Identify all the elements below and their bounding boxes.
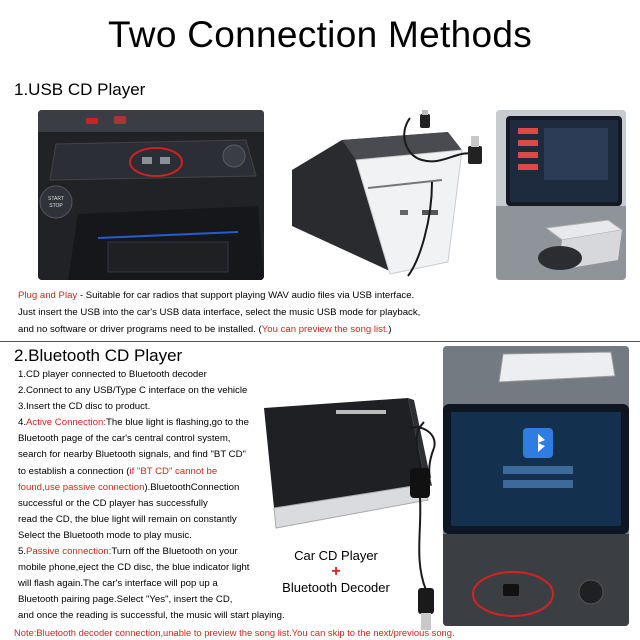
plus-symbol: +	[331, 563, 341, 580]
bt-line: mobile phone,eject the CD disc, the blue indicator light	[18, 562, 250, 574]
bluetooth-decoder-photo	[404, 420, 444, 632]
section-divider	[0, 341, 640, 342]
car-console-illustration	[38, 110, 264, 280]
car-interior-photo	[443, 346, 629, 626]
bt-line: to establish a connection (if "BT CD" cannot be	[18, 465, 218, 477]
bluetooth-steps	[18, 367, 285, 625]
car-console-photo	[38, 110, 264, 280]
bluetooth-decoder-illustration	[404, 420, 444, 632]
bt-line: 5.Passive connection:Turn off the Bluetooth on your	[18, 546, 238, 558]
bt-line: 4.Active Connection:The blue light is flashing,go to the	[18, 417, 249, 429]
car-cd-player-label: Car CD Player	[294, 548, 378, 563]
car-screen-photo	[496, 110, 626, 280]
usb-description	[18, 287, 420, 338]
bt-line: read the CD, the blue light will remain on constantly	[18, 513, 237, 525]
bt-line: will flash again.The car's interface will pop up a	[18, 578, 218, 590]
car-interior-illustration	[443, 346, 629, 626]
car-screen-illustration	[496, 110, 626, 280]
bt-line: search for nearby Bluetooth signals, and find "BT CD"	[18, 449, 246, 461]
usb-desc-line-2: Just insert the USB into the car's USB data interface, select the music USB mode for playback,	[18, 307, 421, 318]
bt-line: 1.CD player connected to Bluetooth decoder	[18, 369, 207, 380]
bt-line: 2.Connect to any USB/Type C interface on the vehicle	[18, 385, 248, 397]
usb-section-heading: 1.USB CD Player	[14, 80, 146, 99]
bt-line: Bluetooth page of the car's central control system,	[18, 433, 231, 445]
bluetooth-decoder-label: Bluetooth Decoder	[282, 580, 390, 595]
svg-text:STOP: STOP	[49, 203, 63, 209]
bt-line: Bluetooth pairing page.Select "Yes", insert the CD,	[18, 594, 233, 606]
bt-line: and once the reading is successful, the music will start playing.	[18, 610, 285, 622]
bt-line: 3.Insert the CD disc to product.	[18, 401, 151, 413]
bluetooth-note: Note:Bluetooth decoder connection,unable to preview the song list.You can skip to the next/previous song.	[14, 627, 455, 638]
bluetooth-section-heading: 2.Bluetooth CD Player	[14, 346, 183, 365]
bt-line: successful or the CD player has successfully	[18, 497, 208, 509]
usb-cd-player-illustration	[282, 110, 492, 280]
usb-desc-line-1: Plug and Play - Suitable for car radios that support playing WAV audio files via USB interface.	[18, 290, 415, 301]
bt-line: found,use passive connection).BluetoothConnection	[18, 481, 240, 493]
usb-desc-line-3: and no software or driver programs need to be installed. (You can preview the song list.)	[18, 324, 392, 335]
page-title: Two Connection Methods	[107, 14, 533, 55]
start-stop-label: START	[48, 196, 64, 202]
bt-line: Select the Bluetooth mode to play music.	[18, 529, 192, 541]
usb-cd-player-photo	[282, 110, 492, 280]
